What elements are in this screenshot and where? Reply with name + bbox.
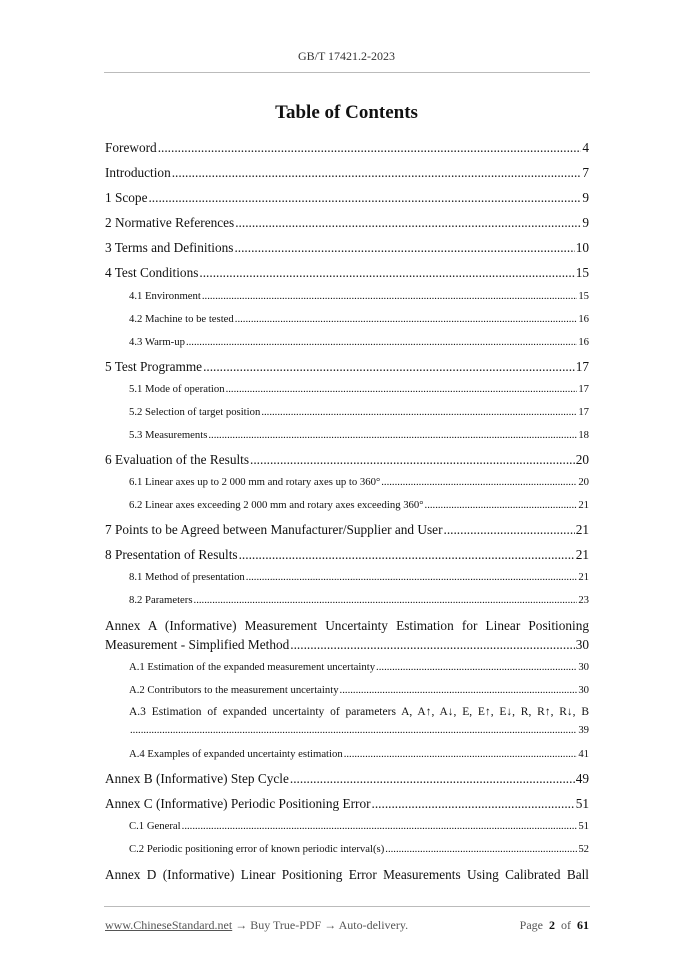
dot-leader: [239, 547, 575, 563]
toc-entry-evaluation[interactable]: [105, 452, 589, 468]
toc-page: 30: [575, 637, 589, 652]
toc-label-line2: Measurement - Simplified Method: [105, 637, 290, 652]
toc-label: 7 Points to be Agreed between Manufacturer/Supplier and User: [105, 522, 443, 537]
toc-entry-presentation[interactable]: [105, 547, 589, 563]
toc-label: Introduction: [105, 165, 171, 180]
toc-entry-5-1[interactable]: [105, 383, 589, 395]
dot-leader: [203, 359, 575, 375]
toc-label: 4.1 Environment: [129, 290, 201, 302]
toc-entry-4-1[interactable]: [105, 290, 589, 302]
toc-page: 15: [578, 290, 589, 302]
toc-entry-a-4[interactable]: [105, 748, 589, 760]
dot-leader: [186, 336, 577, 348]
page-footer: [105, 918, 589, 933]
table-of-contents: [105, 0, 589, 980]
toc-entry-scope[interactable]: [105, 190, 589, 206]
page-indicator: [520, 918, 589, 933]
toc-entry-8-1[interactable]: [105, 571, 589, 583]
toc-label: 6.2 Linear axes exceeding 2 000 mm and rotary axes exceeding 360°: [129, 499, 424, 511]
toc-page: 16: [578, 313, 589, 325]
toc-page: 51: [575, 796, 589, 811]
toc-entry-a-1[interactable]: [105, 661, 589, 673]
dot-leader: [234, 240, 574, 256]
toc-label: C.1 General: [129, 820, 181, 832]
dot-leader: [385, 843, 577, 855]
toc-entry-annex-b[interactable]: [105, 771, 589, 787]
toc-page: 9: [582, 215, 589, 230]
dot-leader: [425, 499, 578, 511]
toc-entry-test-programme[interactable]: [105, 359, 589, 375]
toc-label: 4.2 Machine to be tested: [129, 313, 234, 325]
toc-page: 30: [578, 661, 589, 673]
dot-leader: [208, 429, 577, 441]
toc-label: 1 Scope: [105, 190, 148, 205]
footer-tagline: → Buy True-PDF → Auto-delivery.: [232, 918, 409, 932]
toc-page: 21: [575, 547, 589, 562]
toc-label: 4.3 Warm-up: [129, 336, 185, 348]
toc-page: 51: [578, 820, 589, 832]
toc-page: 9: [582, 190, 589, 205]
toc-entry-normative-references[interactable]: [105, 215, 589, 231]
toc-entry-annex-c[interactable]: [105, 796, 589, 812]
toc-entry-5-2[interactable]: [105, 406, 589, 418]
toc-entry-a-2[interactable]: [105, 684, 589, 696]
toc-label: Annex C (Informative) Periodic Positioning Error: [105, 796, 371, 811]
toc-label: 3 Terms and Definitions: [105, 240, 234, 255]
toc-entry-a-3[interactable]: [105, 706, 589, 736]
toc-page: 4: [582, 140, 589, 155]
dot-leader: [235, 313, 578, 325]
toc-label: 4 Test Conditions: [105, 265, 199, 280]
dot-leader: [130, 724, 577, 736]
toc-entry-6-1[interactable]: [105, 476, 589, 488]
dot-leader: [194, 594, 578, 606]
dot-leader: [290, 771, 575, 787]
dot-leader: [172, 165, 582, 181]
toc-entry-points-agreed[interactable]: [105, 522, 589, 538]
toc-label: 5.2 Selection of target position: [129, 406, 261, 418]
toc-page: 23: [578, 594, 589, 606]
toc-page: 21: [578, 571, 589, 583]
toc-entry-4-2[interactable]: [105, 313, 589, 325]
toc-label: 5.3 Measurements: [129, 429, 208, 441]
toc-page: 10: [575, 240, 589, 255]
dot-leader: [202, 290, 577, 302]
toc-label: 5 Test Programme: [105, 359, 203, 374]
toc-page: 17: [575, 359, 589, 374]
toc-label: 8.2 Parameters: [129, 594, 193, 606]
toc-page: 15: [575, 265, 589, 280]
dot-leader: [182, 820, 578, 832]
toc-entry-terms[interactable]: [105, 240, 589, 256]
toc-page: 16: [578, 336, 589, 348]
dot-leader: [246, 571, 578, 583]
toc-label-line1: Annex A (Informative) Measurement Uncertainty Estimation for Linear Positioning: [105, 618, 589, 633]
toc-page: 20: [578, 476, 589, 488]
toc-entry-foreword[interactable]: [105, 140, 589, 156]
toc-page: 7: [582, 165, 589, 180]
page-label: Page: [519, 918, 543, 932]
toc-entry-4-3[interactable]: [105, 336, 589, 348]
toc-entry-annex-a[interactable]: [105, 618, 589, 653]
toc-entry-c-2[interactable]: [105, 843, 589, 855]
toc-label: 6.1 Linear axes up to 2 000 mm and rotary axes up to 360°: [129, 476, 381, 488]
footer-promo: [105, 918, 408, 933]
page-number: 2: [549, 918, 555, 932]
dot-leader: [226, 383, 578, 395]
toc-page: 21: [578, 499, 589, 511]
dot-leader: [372, 796, 575, 812]
dot-leader: [340, 684, 578, 696]
toc-page: 18: [578, 429, 589, 441]
toc-entry-8-2[interactable]: [105, 594, 589, 606]
toc-label: 8.1 Method of presentation: [129, 571, 245, 583]
dot-leader: [381, 476, 577, 488]
page-title: Table of Contents: [275, 102, 418, 123]
toc-page: 41: [578, 748, 589, 760]
dot-leader: [199, 265, 574, 281]
toc-page: 20: [575, 452, 589, 467]
toc-entry-c-1[interactable]: [105, 820, 589, 832]
toc-entry-5-3[interactable]: [105, 429, 589, 441]
site-link[interactable]: www.ChineseStandard.net: [105, 918, 233, 932]
toc-label: Annex B (Informative) Step Cycle: [105, 771, 289, 786]
toc-page: 17: [578, 383, 589, 395]
dot-leader: [376, 661, 577, 673]
toc-label: 6 Evaluation of the Results: [105, 452, 250, 467]
dot-leader: [344, 748, 578, 760]
toc-entry-6-2[interactable]: [105, 499, 589, 511]
toc-label: 2 Normative References: [105, 215, 235, 230]
toc-label: C.2 Periodic positioning error of known periodic interval(s): [129, 843, 385, 855]
toc-page: 21: [575, 522, 589, 537]
total-pages: 61: [577, 918, 589, 932]
toc-entry-test-conditions[interactable]: [105, 265, 589, 281]
dot-leader: [235, 215, 581, 231]
toc-label: 5.1 Mode of operation: [129, 383, 225, 395]
toc-page: 17: [578, 406, 589, 418]
running-header: GB/T 17421.2-2023: [297, 49, 396, 63]
dot-leader: [261, 406, 577, 418]
dot-leader: [444, 522, 575, 538]
toc-page: 30: [578, 684, 589, 696]
dot-leader: [158, 140, 582, 156]
footer-divider: [104, 906, 590, 907]
toc-label: A.2 Contributors to the measurement uncertainty: [129, 684, 339, 696]
toc-label-line1: A.3 Estimation of expanded uncertainty of parameters A, A↑, A↓, E, E↑, E↓, R, R↑, R↓, B: [129, 706, 589, 718]
toc-page: 52: [578, 843, 589, 855]
toc-label: A.4 Examples of expanded uncertainty estimation: [129, 748, 343, 760]
toc-entry-introduction[interactable]: [105, 165, 589, 181]
dot-leader: [148, 190, 581, 206]
toc-page: 39: [578, 724, 589, 736]
toc-entry-annex-d[interactable]: Annex D (Informative) Linear Positioning Error Measurements Using Calibrated Ball: [105, 867, 589, 882]
toc-label: Foreword: [105, 140, 157, 155]
dot-leader: [290, 637, 574, 653]
toc-page: 49: [575, 771, 589, 786]
dot-leader: [250, 452, 575, 468]
toc-label: 8 Presentation of Results: [105, 547, 238, 562]
toc-label: A.1 Estimation of the expanded measurement uncertainty: [129, 661, 376, 673]
of-label: of: [561, 918, 571, 932]
